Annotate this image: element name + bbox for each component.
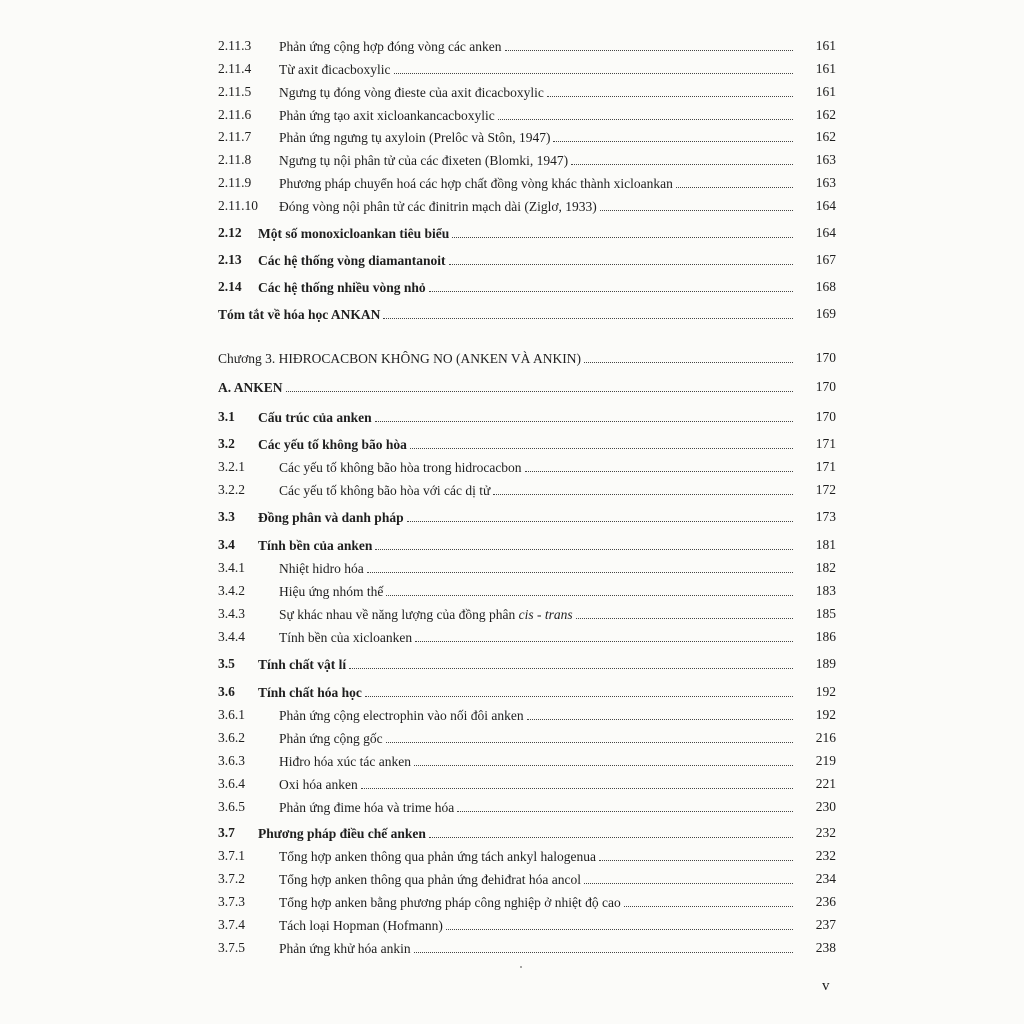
toc-entry[interactable] <box>0 250 1024 270</box>
toc-entry-number: 2.11.10 <box>218 198 258 213</box>
toc-entry-page-number: 161 <box>815 38 836 53</box>
toc-dot-leader <box>525 457 793 472</box>
toc-entry-page-number: 170 <box>815 409 836 424</box>
toc-entry-number: 3.6.1 <box>218 707 245 722</box>
toc-dot-leader <box>527 705 793 720</box>
toc-dot-leader <box>505 36 793 51</box>
toc-entry-leader-line <box>279 581 796 601</box>
toc-entry-title: Oxi hóa anken <box>279 777 358 792</box>
toc-entry[interactable] <box>0 797 1024 817</box>
toc-dot-leader <box>498 105 793 120</box>
toc-entry-leader-line <box>279 627 796 647</box>
toc-entry-page-number: 162 <box>815 107 836 122</box>
toc-entry[interactable] <box>0 173 1024 193</box>
toc-dot-leader <box>600 196 793 211</box>
toc-entry-page-number: 186 <box>815 629 836 644</box>
page-number-folio: v <box>822 978 830 994</box>
toc-entry-title: Nhiệt hidro hóa <box>279 561 364 576</box>
toc-dot-leader <box>386 728 793 743</box>
toc-entry-title: Phương pháp chuyển hoá các hợp chất đồng vòng khác thành xicloankan <box>279 176 673 191</box>
toc-entry-number: 3.2.2 <box>218 482 245 497</box>
toc-dot-leader <box>446 915 793 930</box>
toc-entry-leader-line <box>279 915 796 935</box>
toc-entry-number: 3.4.4 <box>218 629 245 644</box>
toc-dot-leader <box>414 751 793 766</box>
toc-entry-number: 3.4 <box>218 537 235 552</box>
toc-entry-page-number: 232 <box>815 848 836 863</box>
toc-entry-number: 3.5 <box>218 656 235 671</box>
toc-entry-leader-line <box>258 434 796 454</box>
toc-entry-title: Tính bền của anken <box>258 538 373 553</box>
toc-dot-leader <box>429 823 793 838</box>
toc-entry-leader-line <box>258 682 796 702</box>
toc-dot-leader <box>599 846 793 861</box>
toc-entry-leader-line <box>279 457 796 477</box>
toc-entry[interactable] <box>0 105 1024 125</box>
toc-dot-leader <box>410 434 793 449</box>
toc-entry-title: Tính bền của xicloanken <box>279 630 413 645</box>
toc-entry-page-number: 170 <box>815 379 836 394</box>
toc-entry-title: Tính chất vật lí <box>258 657 347 672</box>
toc-entry-leader-line <box>279 59 796 79</box>
toc-entry[interactable] <box>0 377 1024 397</box>
toc-entry-page-number: 182 <box>815 560 836 575</box>
toc-entry-number: 3.6 <box>218 684 235 699</box>
toc-entry-page-number: 237 <box>815 917 836 932</box>
toc-dot-leader <box>449 250 793 265</box>
toc-entry-number: 3.3 <box>218 509 235 524</box>
toc-entry[interactable] <box>0 535 1024 555</box>
toc-entry-title: Tính chất hóa học <box>258 685 362 700</box>
toc-dot-leader <box>584 869 793 884</box>
toc-entry-number: 3.7.3 <box>218 894 245 909</box>
toc-entry-leader-line <box>258 250 796 270</box>
toc-entry-title: Ngưng tụ đóng vòng đieste của axit đicacboxylic <box>279 85 544 100</box>
toc-entry[interactable] <box>0 846 1024 866</box>
toc-entry-page-number: 221 <box>815 776 836 791</box>
toc-entry-number: 3.6.4 <box>218 776 245 791</box>
toc-entry-leader-line <box>279 774 796 794</box>
toc-entry-title: Phản ứng ngưng tụ axyloin (Prelôc và Stôn, 1947) <box>279 130 551 145</box>
toc-dot-leader <box>407 507 793 522</box>
toc-entry[interactable] <box>0 223 1024 243</box>
toc-entry-title: Tách loại Hopman (Hofmann) <box>279 918 443 933</box>
toc-entry-leader-line <box>279 705 796 725</box>
toc-entry-number: 3.4.2 <box>218 583 245 598</box>
toc-entry[interactable] <box>0 277 1024 297</box>
toc-entry-leader-line <box>279 558 796 578</box>
toc-entry-title: Phản ứng khử hóa ankin <box>279 941 411 956</box>
toc-entry-number: 3.2 <box>218 436 235 451</box>
toc-entry-leader-line <box>279 480 796 500</box>
toc-entry[interactable] <box>0 892 1024 912</box>
toc-dot-leader <box>361 774 793 789</box>
toc-entry-page-number: 181 <box>815 537 836 552</box>
toc-entry[interactable] <box>0 627 1024 647</box>
toc-entry-leader-line <box>258 823 796 843</box>
toc-entry-title: Một số monoxicloankan tiêu biểu <box>258 226 450 241</box>
toc-entry-number: 3.7.1 <box>218 848 245 863</box>
toc-entry-number: 3.6.2 <box>218 730 245 745</box>
toc-entry-page-number: 164 <box>815 198 836 213</box>
toc-entry-leader-line <box>279 150 796 170</box>
toc-entry-leader-line <box>279 797 796 817</box>
toc-entry-leader-line <box>279 127 796 147</box>
toc-dot-leader <box>493 480 793 495</box>
toc-entry-leader-line <box>279 728 796 748</box>
toc-entry[interactable] <box>0 59 1024 79</box>
toc-dot-leader <box>414 938 793 953</box>
toc-entry-leader-line <box>258 407 796 427</box>
toc-entry-leader-line <box>279 604 796 624</box>
toc-entry-leader-line <box>279 938 796 958</box>
toc-entry-number: 2.11.3 <box>218 38 252 53</box>
toc-dot-leader <box>452 223 793 238</box>
toc-entry[interactable] <box>0 705 1024 725</box>
toc-entry-title: Tổng hợp anken thông qua phản ứng đehiđrat hóa ancol <box>279 872 582 887</box>
toc-entry-title: Phản ứng đime hóa và trime hóa <box>279 800 455 815</box>
toc-entry-page-number: 192 <box>815 684 836 699</box>
toc-entry-page-number: 185 <box>815 606 836 621</box>
toc-entry-number: 3.7.5 <box>218 940 245 955</box>
toc-entry-number: 2.11.8 <box>218 152 252 167</box>
toc-entry-page-number: 232 <box>815 825 836 840</box>
toc-entry-leader-line <box>279 869 796 889</box>
toc-entry-title: Các hệ thống nhiều vòng nhỏ <box>258 280 426 295</box>
toc-entry-page-number: 171 <box>815 436 836 451</box>
toc-entry[interactable] <box>0 457 1024 477</box>
toc-entry-title: Phản ứng cộng hợp đóng vòng các anken <box>279 39 502 54</box>
toc-entry-page-number: 234 <box>815 871 836 886</box>
toc-dot-leader <box>415 627 793 642</box>
toc-entry[interactable] <box>0 682 1024 702</box>
toc-entry[interactable] <box>0 480 1024 500</box>
toc-entry-page-number: 170 <box>815 350 836 365</box>
toc-entry-page-number: 238 <box>815 940 836 955</box>
toc-entry[interactable] <box>0 581 1024 601</box>
toc-entry-page-number: 216 <box>815 730 836 745</box>
toc-entry-number: 2.14 <box>218 279 242 294</box>
toc-entry[interactable] <box>0 150 1024 170</box>
toc-entry[interactable] <box>0 751 1024 771</box>
toc-entry-title: A. ANKEN <box>218 380 283 395</box>
toc-entry-page-number: 164 <box>815 225 836 240</box>
toc-dot-leader <box>676 173 793 188</box>
toc-dot-leader <box>394 59 793 74</box>
toc-entry[interactable] <box>0 36 1024 56</box>
toc-entry[interactable] <box>0 915 1024 935</box>
toc-dot-leader <box>383 304 793 319</box>
toc-entry-leader-line <box>279 892 796 912</box>
toc-entry-leader-line <box>279 751 796 771</box>
toc-entry-number: 3.7.2 <box>218 871 245 886</box>
toc-dot-leader <box>286 377 793 392</box>
toc-entry-leader-line <box>279 173 796 193</box>
toc-entry-number: 2.11.7 <box>218 129 252 144</box>
toc-entry-title: Đóng vòng nội phân tử các đinitrin mạch dài (Ziglơ, 1933) <box>279 199 597 214</box>
toc-entry-title: Chương 3. HIĐROCACBON KHÔNG NO (ANKEN VÀ ANKIN) <box>218 351 581 366</box>
toc-entry-leader-line <box>279 196 796 216</box>
toc-entry-leader-line <box>279 82 796 102</box>
toc-entry[interactable] <box>0 654 1024 674</box>
toc-entry-title: Tổng hợp anken thông qua phản ứng tách ankyl halogenua <box>279 849 596 864</box>
toc-dot-leader <box>349 654 793 669</box>
toc-dot-leader <box>553 127 793 142</box>
toc-entry[interactable] <box>0 348 1024 368</box>
toc-entry-page-number: 163 <box>815 152 836 167</box>
toc-dot-leader <box>547 82 793 97</box>
toc-entry-leader-line <box>218 304 796 324</box>
toc-entry-title: Hiệu ứng nhóm thế <box>279 584 384 599</box>
toc-entry-title: Tổng hợp anken bằng phương pháp công nghiệp ở nhiệt độ cao <box>279 895 621 910</box>
toc-entry-page-number: 171 <box>815 459 836 474</box>
toc-entry[interactable] <box>0 604 1024 624</box>
toc-dot-leader <box>571 150 793 165</box>
toc-dot-leader <box>375 407 793 422</box>
toc-entry-page-number: 192 <box>815 707 836 722</box>
toc-entry-number: 3.4.3 <box>218 606 245 621</box>
toc-dot-leader <box>375 535 793 550</box>
toc-entry[interactable] <box>0 728 1024 748</box>
toc-dot-leader <box>584 348 793 363</box>
toc-entry-leader-line <box>218 348 796 368</box>
toc-entry-title: Từ axit đicacboxylic <box>279 62 391 77</box>
toc-entry-number: 3.4.1 <box>218 560 245 575</box>
toc-entry-title: Ngưng tụ nội phân tử của các đixeten (Blomki, 1947) <box>279 153 569 168</box>
toc-entry-number: 3.2.1 <box>218 459 245 474</box>
toc-entry-leader-line <box>279 36 796 56</box>
toc-entry-leader-line <box>279 105 796 125</box>
toc-entry-title: Các yếu tố không bão hòa <box>258 437 407 452</box>
toc-entry[interactable] <box>0 558 1024 578</box>
toc-entry-page-number: 172 <box>815 482 836 497</box>
toc-entry-title: Các yếu tố không bão hòa trong hidrocacbon <box>279 460 522 475</box>
toc-entry-number: 3.6.3 <box>218 753 245 768</box>
toc-entry[interactable] <box>0 434 1024 454</box>
toc-entry[interactable] <box>0 823 1024 843</box>
toc-entry-leader-line <box>258 223 796 243</box>
toc-entry-leader-line <box>258 277 796 297</box>
toc-entry-page-number: 167 <box>815 252 836 267</box>
toc-entry-page-number: 161 <box>815 61 836 76</box>
toc-dot-leader <box>624 892 793 907</box>
toc-entry-title: Sự khác nhau về năng lượng của đồng phân cis - trans <box>279 607 573 622</box>
toc-entry-number: 2.11.4 <box>218 61 252 76</box>
toc-entry-title: Các hệ thống vòng diamantanoit <box>258 253 446 268</box>
toc-entry-number: 2.13 <box>218 252 242 267</box>
toc-entry-page-number: 219 <box>815 753 836 768</box>
toc-entry[interactable] <box>0 938 1024 958</box>
toc-entry-page-number: 163 <box>815 175 836 190</box>
toc-entry[interactable] <box>0 196 1024 216</box>
toc-entry-number: 2.11.6 <box>218 107 252 122</box>
toc-entry-leader-line <box>279 846 796 866</box>
toc-entry-leader-line <box>258 507 796 527</box>
toc-dot-leader <box>457 797 793 812</box>
toc-entry-page-number: 183 <box>815 583 836 598</box>
toc-entry[interactable] <box>0 304 1024 324</box>
toc-entry[interactable] <box>0 869 1024 889</box>
toc-entry-number: 3.1 <box>218 409 235 424</box>
toc-entry-number: 2.12 <box>218 225 242 240</box>
toc-dot-leader <box>429 277 793 292</box>
paper-speck <box>520 966 522 968</box>
toc-entry-title: Phương pháp điều chế anken <box>258 826 426 841</box>
toc-entry-title: Hiđro hóa xúc tác anken <box>279 754 411 769</box>
toc-entry-title: Đồng phân và danh pháp <box>258 510 404 525</box>
toc-entry-number: 2.11.9 <box>218 175 252 190</box>
italic-term: cis - trans <box>518 607 573 622</box>
toc-entry-page-number: 236 <box>815 894 836 909</box>
toc-entry-page-number: 169 <box>815 306 836 321</box>
toc-entry[interactable] <box>0 774 1024 794</box>
toc-entry-title: Cấu trúc của anken <box>258 410 372 425</box>
toc-entry-page-number: 189 <box>815 656 836 671</box>
toc-entry-title: Phản ứng cộng electrophin vào nối đôi anken <box>279 708 524 723</box>
toc-entry-title: Phản ứng tạo axit xicloankancacboxylic <box>279 108 495 123</box>
toc-entry[interactable] <box>0 507 1024 527</box>
toc-entry[interactable] <box>0 407 1024 427</box>
toc-dot-leader <box>367 558 793 573</box>
toc-entry-page-number: 168 <box>815 279 836 294</box>
toc-dot-leader <box>386 581 793 596</box>
toc-entry-page-number: 230 <box>815 799 836 814</box>
toc-entry-page-number: 173 <box>815 509 836 524</box>
toc-entry-leader-line <box>218 377 796 397</box>
toc-entry-leader-line <box>258 535 796 555</box>
toc-entry-number: 2.11.5 <box>218 84 252 99</box>
toc-dot-leader <box>576 604 793 619</box>
toc-entry[interactable] <box>0 82 1024 102</box>
toc-entry-title: Phản ứng cộng gốc <box>279 731 383 746</box>
toc-entry-title: Các yếu tố không bão hòa với các dị tử <box>279 483 491 498</box>
toc-entry-title: Tóm tắt về hóa học ANKAN <box>218 307 381 322</box>
toc-entry[interactable] <box>0 127 1024 147</box>
toc-entry-page-number: 162 <box>815 129 836 144</box>
toc-entry-number: 3.6.5 <box>218 799 245 814</box>
toc-entry-number: 3.7.4 <box>218 917 245 932</box>
toc-entry-page-number: 161 <box>815 84 836 99</box>
toc-dot-leader <box>365 682 793 697</box>
toc-entry-leader-line <box>258 654 796 674</box>
toc-entry-number: 3.7 <box>218 825 235 840</box>
